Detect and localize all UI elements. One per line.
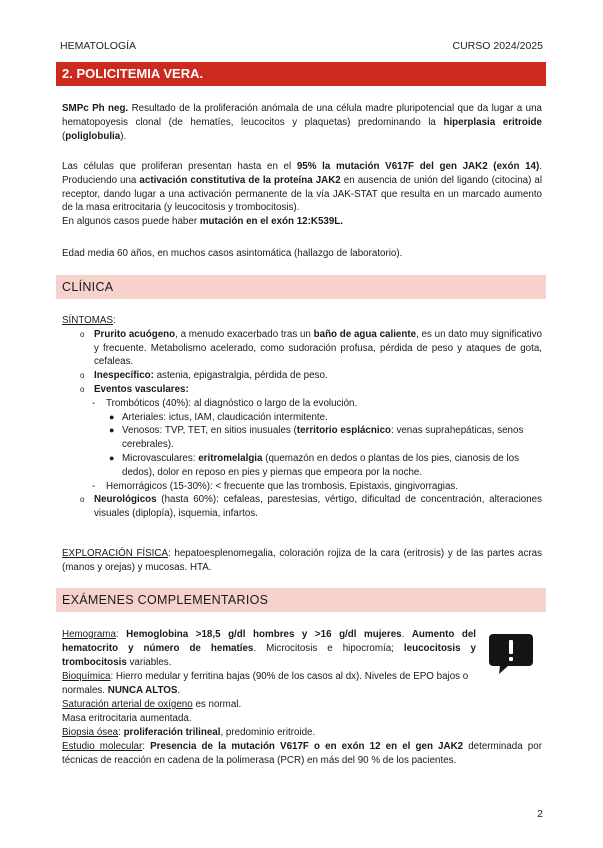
clinica-content	[62, 314, 542, 521]
list-item-tromboticos: - Trombóticos (40%): al diagnóstico o largo de la evolución.	[92, 397, 358, 409]
intro-paragraph-3: Edad media 60 años, en muchos casos asintomática (hallazgo de laboratorio).	[62, 248, 403, 259]
exploracion-fisica: EXPLORACIÓN FÍSICA: hepatoesplenomegalia, coloración rojiza de la cara (eritrosis) y de las partes acras (manos y orejas) y mucosas. HTA.	[62, 548, 542, 573]
intro-paragraph-2: Las células que proliferan presentan hasta en el 95% la mutación V617F del gen JAK2 (exón 14). Produciendo una activación constitutiva de la proteína JAK2 en ausencia de unión del ligando (citocina) al receptor, dando lugar a una activación permanente de la vía JAK-STAT que resulta en un marcado aumento de la masa eritrocitaria (y leucocitosis y trombocitosis). En algunos casos puede haber mutación en el exón 12:K539L.	[62, 161, 543, 228]
list-item-neurologicos: o Neurológicos (hasta 60%): cefaleas, parestesias, vértigo, dificultad de concentración, alteraciones visuales (diplopía), isquemia, infartos.	[80, 494, 542, 520]
section-heading-clinica: CLÍNICA	[56, 275, 546, 299]
bioquimica-paragraph: Bioquímica: Hierro medular y ferritina bajas (90% de los casos al dx). Niveles de EPO bajos o normales. NUNCA ALTOS.	[62, 671, 469, 696]
saturacion-paragraph: Saturación arterial de oxígeno es normal. Masa eritrocitaria aumentada. Biopsia ósea: proliferación trilineal, predominio eritroide.	[62, 698, 542, 739]
list-item-microvasculares: ● Microvasculares: eritromelalgia (quemazón en dedos o plantas de los pies, cianosis de los dedos), dolor en reposo en pies y piernas que empeora por la noche.	[109, 452, 519, 478]
header-course: CURSO 2024/2025	[452, 40, 543, 52]
list-item-hemorragicos: - Hemorrágicos (15-30%): < frecuente que las trombosis. Epistaxis, gingivorragias.	[92, 480, 459, 492]
list-item-inespecifico: o Inespecífico: astenia, epigastralgia, pérdida de peso.	[80, 370, 328, 382]
exclamation-speech-bubble-icon	[488, 632, 534, 676]
page-number: 2	[537, 808, 543, 820]
hemograma-paragraph: Hemograma: Hemoglobina >18,5 g/dl hombres y >16 g/dl mujeres. Aumento del hematocrito y número de hematíes. Microcitosis e hipocromía; leucocitosis y trombocitosis variables.	[62, 629, 476, 668]
section-heading-examenes: EXÁMENES COMPLEMENTARIOS	[56, 588, 546, 612]
list-item-eventos-vasculares: o Eventos vasculares:	[80, 383, 189, 395]
sintomas-label: SÍNTOMAS:	[62, 315, 116, 326]
list-item-prurito: o Prurito acuógeno, a menudo exacerbado tras un baño de agua caliente, es un dato muy significativo y frecuente. Metabolismo acelerado, como sudoración profusa, pérdida de peso y ataques de gota, cefaleas.	[80, 328, 542, 368]
list-item-venosos: ● Venosos: TVP, TET, en sitios inusuales (territorio esplácnico: venas suprahepáticas, senos cerebrales).	[109, 425, 524, 451]
biopsia-osea: Biopsia ósea: proliferación trilineal, predominio eritroide.	[62, 726, 316, 738]
intro-paragraph-1: SMPc Ph neg. Resultado de la proliferación anómala de una célula madre pluripotencial que da lugar a una hematopoyesis clonal (de hematíes, leucocitos y plaquetas) predominando la hiperplasia eritroide (poliglobulia).	[62, 103, 542, 142]
masa-eritrocitaria: Masa eritrocitaria aumentada.	[62, 712, 192, 724]
page-title: 2. POLICITEMIA VERA.	[56, 62, 546, 86]
header-subject: HEMATOLOGÍA	[60, 40, 137, 52]
list-item-arteriales: ● Arteriales: ictus, IAM, claudicación intermitente.	[109, 411, 328, 423]
estudio-molecular-paragraph: Estudio molecular: Presencia de la mutación V617F o en exón 12 en el gen JAK2 determinada por técnicas de reacción en cadena de la polimerasa (PCR) en más del 90 % de los pacientes.	[62, 741, 542, 766]
